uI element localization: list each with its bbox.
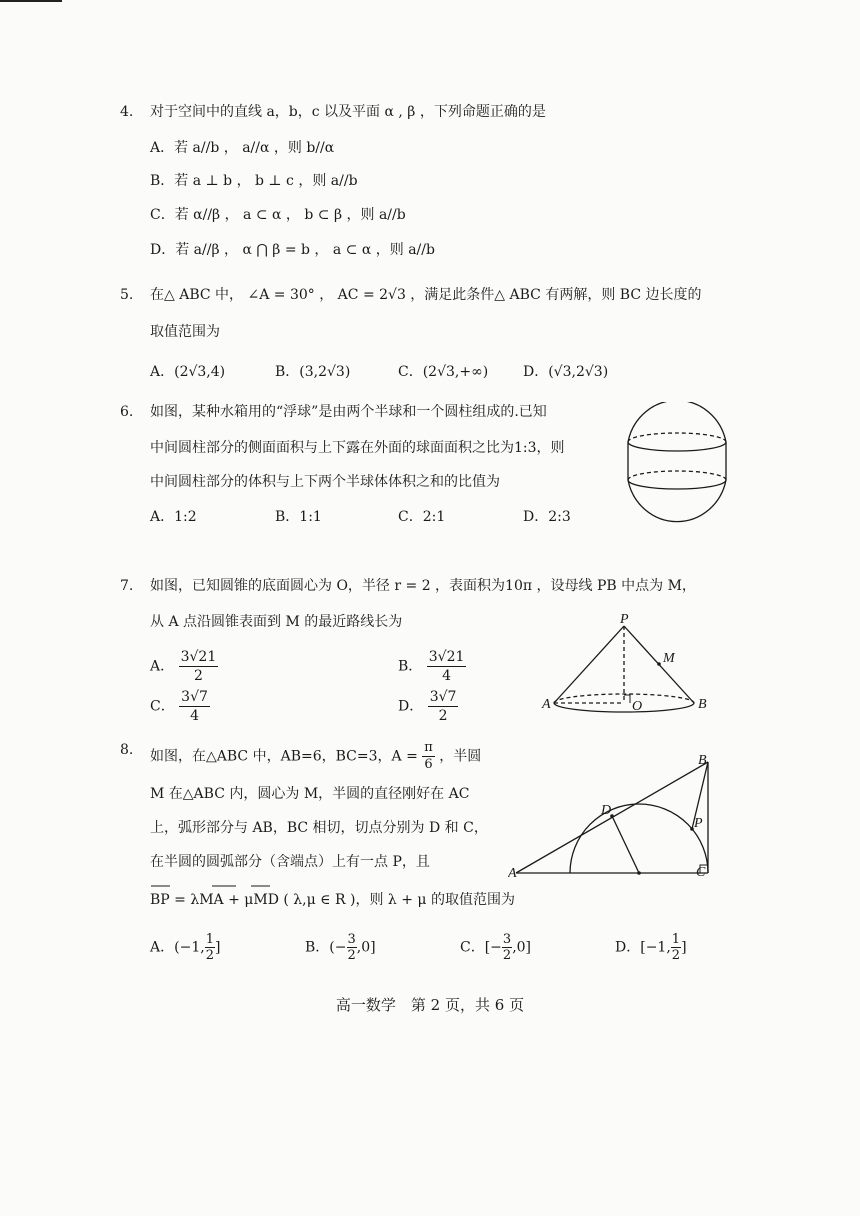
option-c: C．(2√3,+∞): [398, 364, 489, 380]
fraction: [671, 932, 681, 963]
label-p: P: [694, 816, 703, 831]
option-a: [150, 648, 218, 685]
option-b: B．若 a ⊥ b ， b ⊥ c ，则 a//b: [150, 173, 358, 189]
float-ball-figure: [618, 402, 736, 554]
fraction-numerator: π: [424, 740, 433, 755]
question-stem-line-3: 中间圆柱部分的体积与上下两个半球体体积之和的比值为: [150, 474, 500, 490]
label-a: A: [542, 697, 551, 712]
option-label: C．: [150, 698, 175, 715]
question-number: 4.: [120, 104, 134, 120]
fraction-numerator: 3√7: [181, 689, 208, 705]
fraction: [179, 648, 219, 685]
option-label: B．: [305, 939, 330, 956]
question-number: 8.: [120, 742, 134, 758]
question-stem: 对于空间中的直线 a，b，c 以及平面 α , β ，下列命题正确的是: [150, 104, 546, 120]
generatrix-pa: [554, 626, 624, 703]
option-text: [−: [484, 939, 502, 956]
fraction-denominator: 4: [442, 668, 452, 684]
option-label: B．: [398, 658, 423, 675]
option-text: (−1,: [174, 939, 205, 956]
question-number: 7.: [120, 578, 134, 594]
option-a: A．(2√3,4): [150, 364, 226, 380]
vector-arrows: [150, 882, 270, 890]
label-o: O: [632, 699, 643, 714]
option-d: [615, 932, 687, 963]
question-stem-line-4: 在半圆的圆弧部分（含端点）上有一点 P，且: [150, 854, 430, 870]
point-m: [657, 662, 661, 666]
fraction-numerator: 3√7: [429, 689, 457, 705]
question-number: 5.: [120, 287, 134, 303]
point-m: [637, 871, 641, 875]
fraction-denominator: 2: [438, 708, 448, 724]
label-d: D: [601, 803, 612, 818]
scan-corner-mark: [0, 0, 62, 2]
fraction-denominator: 4: [190, 708, 199, 724]
fraction-denominator: 6: [424, 757, 433, 772]
option-text: ,0]: [356, 939, 376, 956]
option-a: A．1:2: [150, 509, 197, 525]
question-stem-line-1: 如图，已知圆锥的底面圆心为 O，半径 r = 2 ，表面积为10π ，设母线 PB 中点为 M，: [150, 578, 696, 594]
option-d: D．2:3: [523, 509, 571, 525]
fraction-numerator: 3: [502, 932, 512, 947]
fraction: [502, 932, 512, 963]
fraction-numerator: 3√21: [180, 649, 217, 665]
label-c: C: [696, 865, 706, 880]
label-p: P: [620, 612, 629, 627]
base-front-arc: [554, 703, 694, 712]
question-stem-line-2: 取值范围为: [150, 324, 220, 340]
option-text: [−1,: [640, 939, 671, 956]
fraction: [428, 688, 459, 725]
option-a: [150, 932, 220, 963]
option-b: B．1:1: [275, 509, 322, 525]
option-d: [398, 688, 458, 725]
option-text: (−: [329, 939, 347, 956]
bottom-circle-back: [628, 471, 726, 480]
question-stem-line-1: [150, 740, 481, 773]
fraction-numerator: 3: [347, 932, 356, 947]
option-b: [398, 648, 466, 685]
fraction: [179, 688, 210, 725]
option-text: ,0]: [512, 939, 532, 956]
fraction-denominator: 2: [671, 948, 681, 963]
option-label: C．: [460, 939, 485, 956]
cone-figure: [540, 612, 720, 722]
label-m: M: [663, 651, 675, 666]
question-stem-line-5: BP = λMA + μMD ( λ,μ ∈ R )，则 λ + μ 的取值范围为: [150, 892, 515, 908]
option-c: C．2:1: [398, 509, 446, 525]
fraction-numerator: 1: [205, 932, 214, 947]
bottom-circle-front: [628, 480, 726, 489]
question-stem-line-2: 中间圆柱部分的侧面面积与上下露在外面的球面面积之比为1:3，则: [150, 440, 565, 456]
stem-text: ，半圆: [439, 748, 482, 765]
top-circle-back: [628, 433, 726, 442]
option-label: A．: [150, 658, 175, 675]
option-a: A．若 a//b ， a//α ，则 b//α: [150, 140, 335, 156]
radius-md: [612, 816, 639, 873]
fraction-denominator: 2: [502, 948, 512, 963]
stem-text: 如图，在△ABC 中，AB=6，BC=3，A =: [150, 748, 418, 765]
question-stem-line-1: 在△ ABC 中， ∠A = 30° ， AC = 2√3 ，满足此条件△ ABC 有两解，则 BC 边长度的: [150, 287, 702, 303]
question-number: 6.: [120, 404, 134, 420]
option-c: [150, 688, 210, 725]
option-label: A．: [150, 939, 175, 956]
fraction: [205, 932, 215, 963]
page-footer: 高一数学 第 2 页，共 6 页: [335, 996, 525, 1014]
fraction-numerator: 1: [671, 932, 681, 947]
fraction-numerator: 3√21: [428, 649, 465, 665]
fraction-denominator: 2: [347, 948, 356, 963]
question-stem-line-2: M 在△ABC 内，圆心为 M，半圆的直径刚好在 AC: [150, 786, 470, 802]
fraction-denominator: 2: [193, 668, 203, 684]
label-b: B: [698, 754, 707, 768]
label-b: B: [698, 697, 707, 712]
triangle-semicircle-figure: [508, 754, 722, 884]
fraction: [422, 740, 435, 773]
option-b: [305, 932, 376, 963]
option-c: C．若 α//β ， a ⊂ α ， b ⊂ β ，则 a//b: [150, 207, 406, 223]
top-circle-front: [628, 442, 726, 451]
option-d: D．若 a//β ， α ⋂ β = b ， a ⊂ α ，则 a//b: [150, 242, 435, 258]
option-text: ]: [214, 939, 221, 956]
right-angle-mark: [624, 695, 630, 703]
semicircle-arc: [570, 804, 708, 873]
option-text: ]: [681, 939, 687, 956]
fraction-denominator: 2: [205, 948, 214, 963]
label-a: A: [508, 866, 517, 881]
option-label: D．: [615, 939, 641, 956]
option-label: D．: [398, 698, 424, 715]
fraction: [347, 932, 357, 963]
question-stem-line-2: 从 A 点沿圆锥表面到 M 的最近路线长为: [150, 614, 403, 630]
option-b: B．(3,2√3): [275, 364, 351, 380]
option-d: D．(√3,2√3): [523, 364, 609, 380]
question-stem-line-3: 上，弧形部分与 AB，BC 相切，切点分别为 D 和 C，: [150, 820, 488, 836]
option-c: [460, 932, 531, 963]
fraction: [427, 648, 467, 685]
question-stem-line-1: 如图，某种水箱用的“浮球”是由两个半球和一个圆柱组成的.已知: [150, 404, 547, 420]
